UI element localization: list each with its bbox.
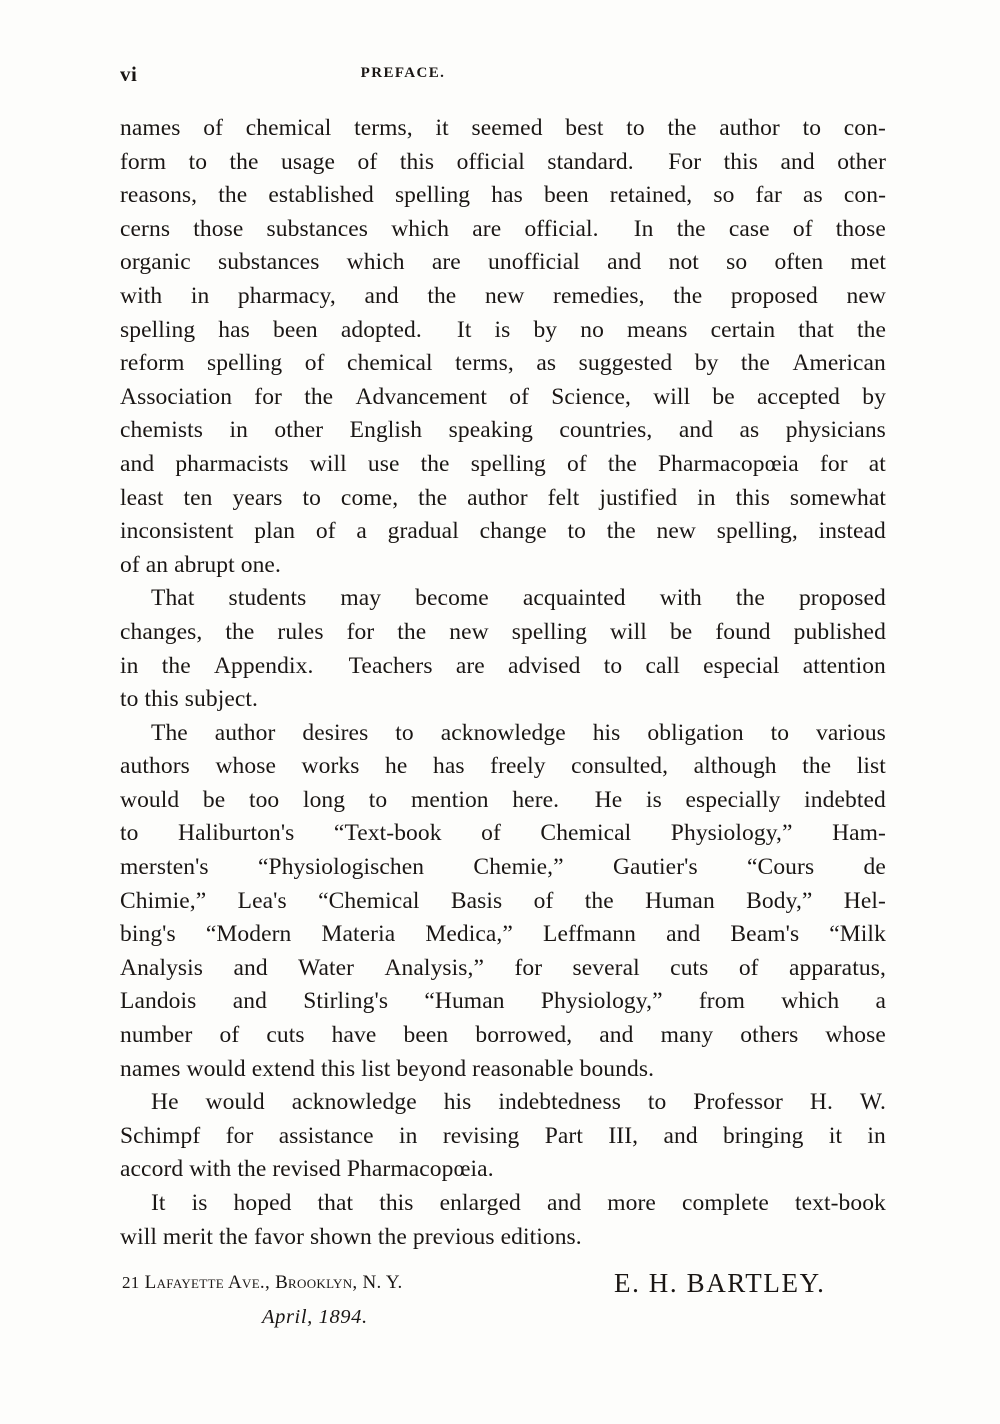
- text-line: chemists in other English speaking countries, and as physicians: [120, 417, 886, 444]
- author-signature: E. H. BARTLEY.: [614, 1268, 826, 1298]
- text-line: It is hoped that this enlarged and more complete text-book: [151, 1190, 886, 1216]
- text-line: mersten's “Physiologischen Chemie,” Gautier's “Cours de: [120, 854, 886, 881]
- text-line: number of cuts have been borrowed, and many others whose: [120, 1022, 886, 1049]
- text-line: Association for the Advancement of Science, will be accepted by: [120, 383, 886, 410]
- author-address: [122, 1272, 403, 1294]
- text-line: organic substances which are unofficial and not so often met: [120, 249, 886, 276]
- text-line: Landois and Stirling's “Human Physiology,” from which a: [120, 988, 886, 1015]
- text-line: in the Appendix. Teachers are advised to call especial attention: [120, 652, 886, 679]
- text-line: of an abrupt one.: [120, 551, 281, 578]
- text-line: accord with the revised Pharmacopœia.: [120, 1156, 494, 1183]
- page-folio: vi: [120, 62, 138, 86]
- text-line: would be too long to mention here. He is especially indebted: [120, 786, 886, 813]
- running-head-title: PREFACE.: [360, 65, 446, 81]
- text-line: to this subject.: [120, 686, 259, 713]
- text-line: The author desires to acknowledge his obligation to various: [151, 719, 886, 746]
- text-line: with in pharmacy, and the new remedies, the proposed new: [120, 282, 886, 309]
- text-line: cerns those substances which are official. In the case of those: [120, 215, 886, 242]
- signature-block: [120, 1268, 886, 1328]
- text-line: He would acknowledge his indebtedness to Professor H. W.: [151, 1089, 886, 1116]
- signature-date: April, 1894.: [262, 1306, 368, 1328]
- text-line: least ten years to come, the author felt justified in this somewhat: [120, 484, 886, 511]
- address-number: 21: [122, 1273, 140, 1292]
- text-line: Chimie,” Lea's “Chemical Basis of the Human Body,” Hel-: [120, 887, 886, 914]
- text-line: Schimpf for assistance in revising Part III, and bringing it in: [120, 1122, 886, 1149]
- text-line: inconsistent plan of a gradual change to the new spelling, instead: [120, 518, 886, 545]
- text-line: to Haliburton's “Text-book of Chemical Physiology,” Ham-: [120, 820, 886, 847]
- address-text: Lafayette Ave., Brooklyn, N. Y.: [144, 1272, 403, 1293]
- body-text: [120, 112, 886, 1254]
- text-line: form to the usage of this official standard. For this and other: [120, 148, 886, 175]
- text-line: reasons, the established spelling has been retained, so far as con-: [120, 182, 886, 209]
- text-line: spelling has been adopted. It is by no means certain that the: [120, 316, 886, 343]
- text-line: reform spelling of chemical terms, as suggested by the American: [120, 350, 886, 377]
- text-line: That students may become acquainted with the proposed: [151, 585, 886, 612]
- text-line: changes, the rules for the new spelling will be found published: [120, 618, 886, 645]
- text-line: names would extend this list beyond reasonable bounds.: [120, 1055, 655, 1082]
- text-line: authors whose works he has freely consulted, although the list: [120, 753, 886, 780]
- text-line: bing's “Modern Materia Medica,” Leffmann and Beam's “Milk: [120, 921, 886, 948]
- running-head: [120, 62, 886, 88]
- text-line: Analysis and Water Analysis,” for several cuts of apparatus,: [120, 954, 886, 981]
- text-line: and pharmacists will use the spelling of the Pharmacopœia for at: [120, 450, 886, 477]
- text-line: will merit the favor shown the previous editions.: [120, 1223, 582, 1250]
- text-line: names of chemical terms, it seemed best to the author to con-: [120, 115, 886, 141]
